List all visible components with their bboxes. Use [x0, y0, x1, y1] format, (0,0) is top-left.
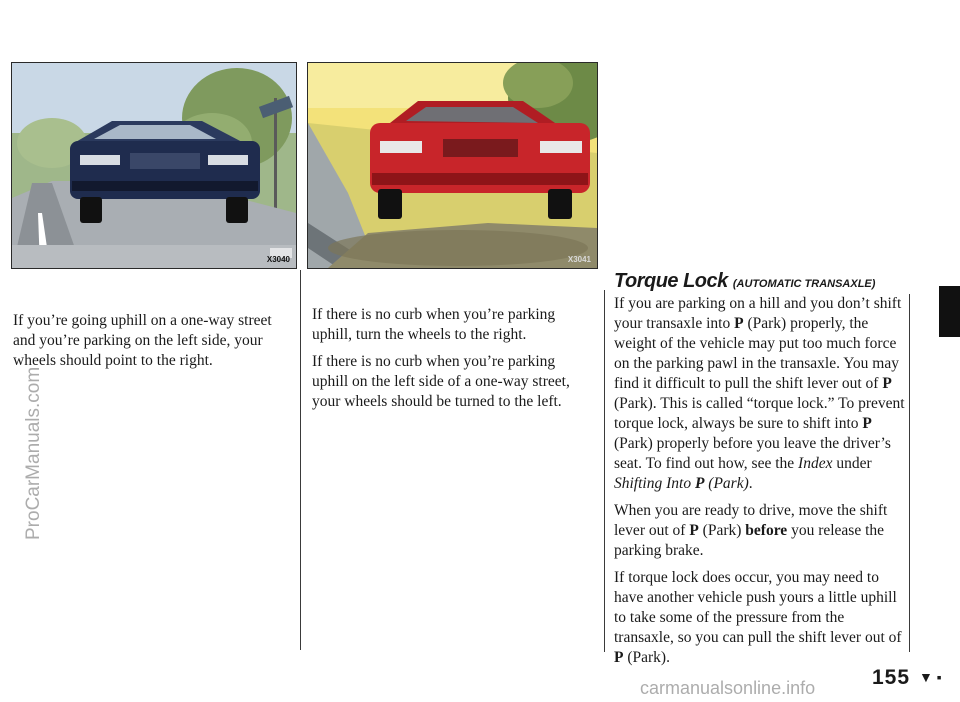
illustration-blue-car-uphill — [11, 62, 297, 269]
column-rule-1 — [300, 270, 301, 650]
paragraph-no-curb-one-way: If there is no curb when you’re parking uphill on the left side of a one-way street, your wheels should be turned to the left. — [312, 353, 570, 410]
column-rule-2 — [604, 290, 605, 652]
illustration-red-car-uphill — [307, 62, 598, 269]
text-column-2 — [312, 305, 588, 419]
paragraph-torque-lock-explain: If you are parking on a hill and you don’t shift your transaxle into P (Park) properly, the weight of the vehicle may put too much force on the parking pawl in the transaxle. You may find it difficult to pull the shift lever out of P (Park). This is called “torque lock.” To prevent torque lock, always be sure to shift into P (Park) properly before you leave the driver’s seat. To find out how, see the Index under Shifting Into P (Park). — [614, 295, 905, 492]
image-code-left: X3040 — [266, 255, 290, 264]
section-heading — [614, 270, 875, 293]
text-column-3 — [614, 294, 906, 675]
watermark-side: ProCarManuals.com — [23, 366, 44, 540]
paragraph-ready-to-drive: When you are ready to drive, move the shift lever out of P (Park) before you release the parking brake. — [614, 502, 888, 559]
image-code-right: X3041 — [567, 255, 591, 264]
section-subtitle: (AUTOMATIC TRANSAXLE) — [732, 278, 876, 290]
text-column-1 — [13, 311, 275, 378]
section-title: Torque Lock — [614, 270, 728, 292]
section-tab-marker — [939, 286, 960, 337]
paragraph-no-curb: If there is no curb when you’re parking uphill, turn the wheels to the right. — [312, 306, 556, 343]
page-number: 155 — [872, 666, 911, 689]
column-rule-3 — [909, 294, 910, 652]
watermark-bottom: carmanualsonline.info — [640, 678, 816, 698]
red-car-drawing — [308, 63, 597, 268]
blue-car-drawing — [12, 63, 296, 268]
paragraph-one-way-left: If you’re going uphill on a one-way street and you’re parking on the left side, your wheels should point to the right. — [13, 312, 272, 369]
page-marker-arrow-icon: ▼ ▪ — [919, 669, 942, 685]
paragraph-torque-lock-occurs: If torque lock does occur, you may need to have another vehicle push yours a little uphill to take some of the pressure from the transaxle, so you can pull the shift lever out of P (Park). — [614, 569, 902, 666]
